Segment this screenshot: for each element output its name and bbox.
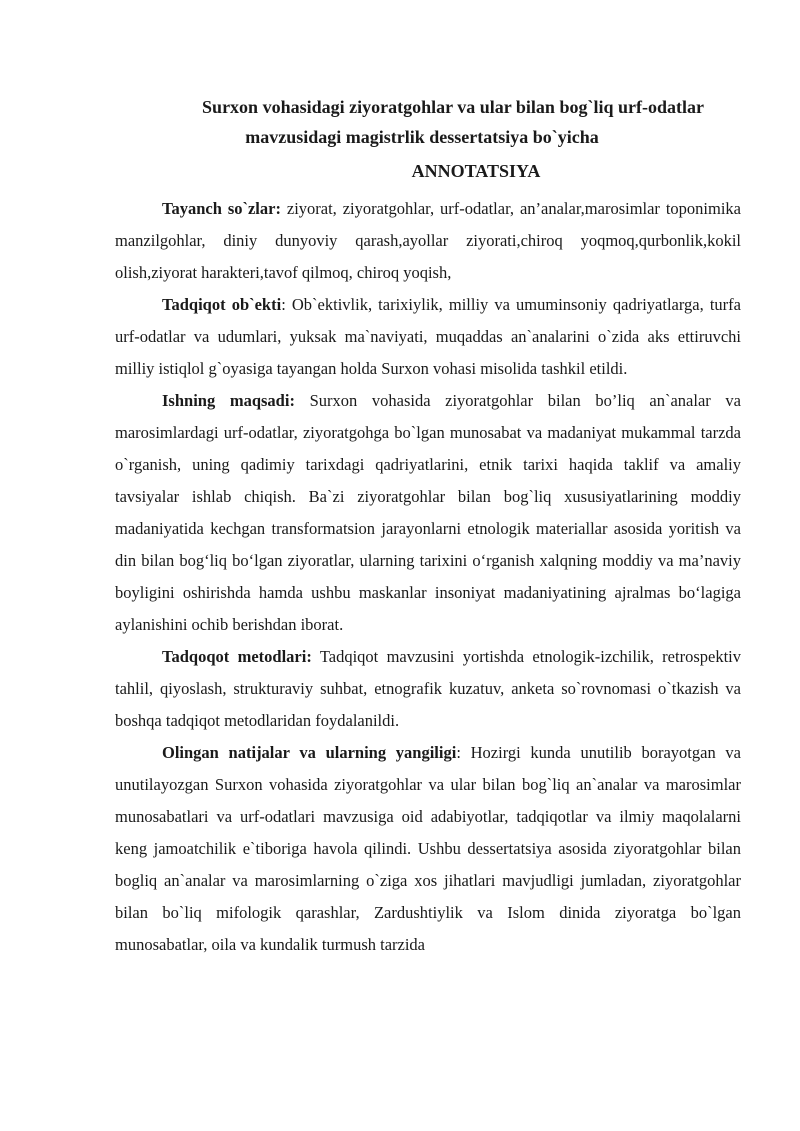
paragraph-research-goal bbox=[115, 385, 741, 641]
paragraph-research-object bbox=[115, 289, 741, 385]
document-body bbox=[115, 193, 741, 961]
paragraph-keywords bbox=[115, 193, 741, 289]
paragraph-text: Tadqiqot mavzusini yortishda etnologik-izchilik, retrospektiv tahlil, qiyoslash, strukturaviy suhbat, etnografik kuzatuv, anketa so`rovnomasi o`tkazish va boshqa tadqiqot metodlaridan foydalanildi. bbox=[115, 647, 741, 730]
paragraph-results-novelty bbox=[115, 737, 741, 961]
title-line-1: Surxon vohasidagi ziyoratgohlar va ular bilan bog`liq urf-odatlar bbox=[202, 97, 704, 117]
paragraph-text: Surxon vohasida ziyoratgohlar bilan bo’liq an`analar va marosimlardagi urf-odatlar, ziyoratgohga bo`lgan munosabat va madaniyat mukammal tarzda o`rganish, uning qadimiy tarixdagi qadriyatlarini, etnik tarixi haqida taklif va amaliy tavsiyalar ishlab chiqish. Ba`zi ziyoratgohlar bilan bog`liq xususiyatlarining moddiy madaniyatida kechgan transformatsion jarayonlarni etnologik materiallar asosida yoritish va din bilan bog‘liq bo‘lgan ziyoratlar, ularning tarixini o‘rganish xalqning moddiy va ma’naviy boyligini oshirishda hamda ushbu maskanlar insoniyat madaniyatining ajralmas bo‘lagiga aylanishini ochib berishdan iborat. bbox=[115, 391, 741, 634]
paragraph-text: : Hozirgi kunda unutilib borayotgan va unutilayozgan Surxon vohasida ziyoratgohlar va ular bilan bog`liq an`analar va marosimlar munosabatlari va urf-odatlari mavzusiga oid adabiyotlar, tadqiqotlar va ilmiy maqolalarni keng jamoatchilik e`tiboriga havola qilindi. Ushbu dessertatsiya asosida ziyoratgohlar bilan bogliq an`analar va marosimlarning o`ziga xos jihatlari mavjudligi jumladan, ziyoratgohlar bilan bo`liq mifologik qarashlar, Zardushtiylik va Islom dinida ziyoratga bo`lgan munosabatlar, oila va kundalik turmush tarzida bbox=[115, 743, 741, 954]
paragraph-research-methods bbox=[115, 641, 741, 737]
paragraph-text: ziyorat, ziyoratgohlar, urf-odatlar, an’analar,marosimlar toponimika manzilgohlar, diniy dunyoviy qarash,ayollar ziyorati,chiroq yoqmoq,qurbonlik,kokil olish,ziyorat harakteri,tavof qilmoq, chiroq yoqish, bbox=[115, 199, 741, 282]
document-title bbox=[115, 92, 741, 186]
paragraph-label: Olingan natijalar va ularning yangiligi bbox=[162, 743, 457, 762]
annotation-heading: ANNOTATSIYA bbox=[411, 161, 541, 181]
paragraph-label: Ishning maqsadi: bbox=[162, 391, 295, 410]
title-line-2: mavzusidagi magistrlik dessertatsiya bo`yicha bbox=[245, 127, 599, 147]
paragraph-label: Tadqoqot metodlari: bbox=[162, 647, 312, 666]
paragraph-text: : Ob`ektivlik, tarixiylik, milliy va umuminsoniy qadriyatlarga, turfa urf-odatlar va udumlari, yuksak ma`naviyati, muqaddas an`analarini o`zida aks ettiruvchi milliy istiqlol g`oyasiga tayangan holda Surxon vohasi misolida tashkil etildi. bbox=[115, 295, 741, 378]
paragraph-label: Tayanch so`zlar: bbox=[162, 199, 281, 218]
paragraph-label: Tadqiqot ob`ekti bbox=[162, 295, 282, 314]
